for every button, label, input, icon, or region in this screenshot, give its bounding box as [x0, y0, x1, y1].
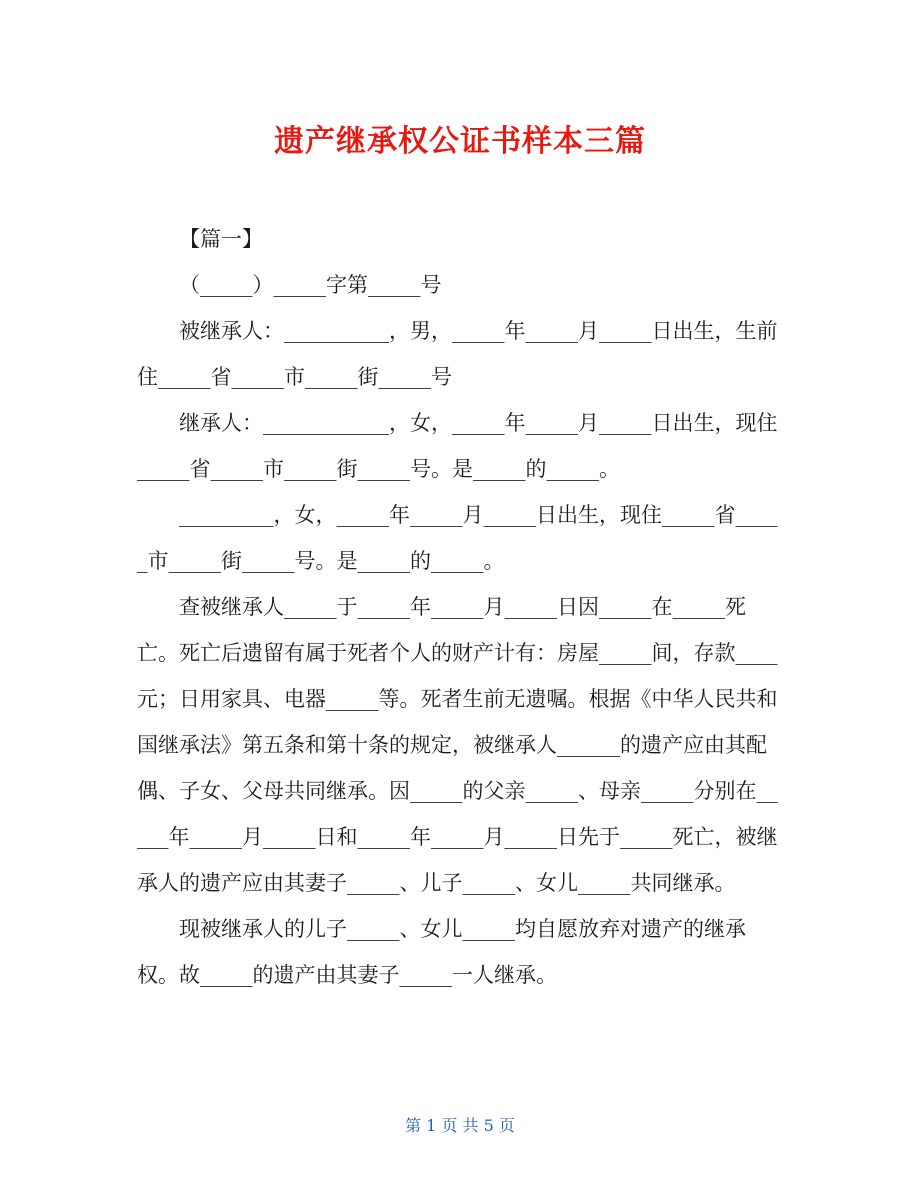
decedent-paragraph: 被继承人：__________，男，_____年_____月_____日出生，生前住_____省_____市_____街_____号: [137, 319, 778, 389]
second-heir-paragraph: _________，女，_____年_____月_____日出生，现住_____省_____市_____街_____号。是_____的_____。: [137, 503, 778, 573]
section-heading: 【篇一】: [179, 227, 263, 251]
heir-paragraph: 继承人：____________，女，_____年_____月_____日出生，现住_____省_____市_____街_____号。是_____的_____。: [137, 411, 778, 481]
findings-paragraph: 查被继承人_____于_____年_____月_____日因_____在_____死亡。死亡后遗留有属于死者个人的财产计有：房屋_____间，存款____元；日用家具、电器_____等。死者生前无遗嘱。根据《中华人民共和国继承法》第五条和第十条的规定，被继承人______的遗产应由其配偶、子女、父母共同继承。因_____的父亲_____、母亲_____分别在_____年_____月_____日和_____年_____月_____日先于_____死亡，被继承人的遗产应由其妻子_____、儿子_____、女儿_____共同继承。: [137, 595, 778, 895]
page-indicator: 第 1 页 共 5 页: [405, 1116, 515, 1135]
document-title: 遗产继承权公证书样本三篇: [274, 124, 646, 159]
document-body: [137, 216, 783, 998]
document-number-line: （_____）_____字第_____号: [179, 273, 442, 297]
renunciation-paragraph: 现被继承人的儿子_____、女儿_____均自愿放弃对遗产的继承权。故_____的遗产由其妻子_____一人继承。: [137, 917, 746, 987]
